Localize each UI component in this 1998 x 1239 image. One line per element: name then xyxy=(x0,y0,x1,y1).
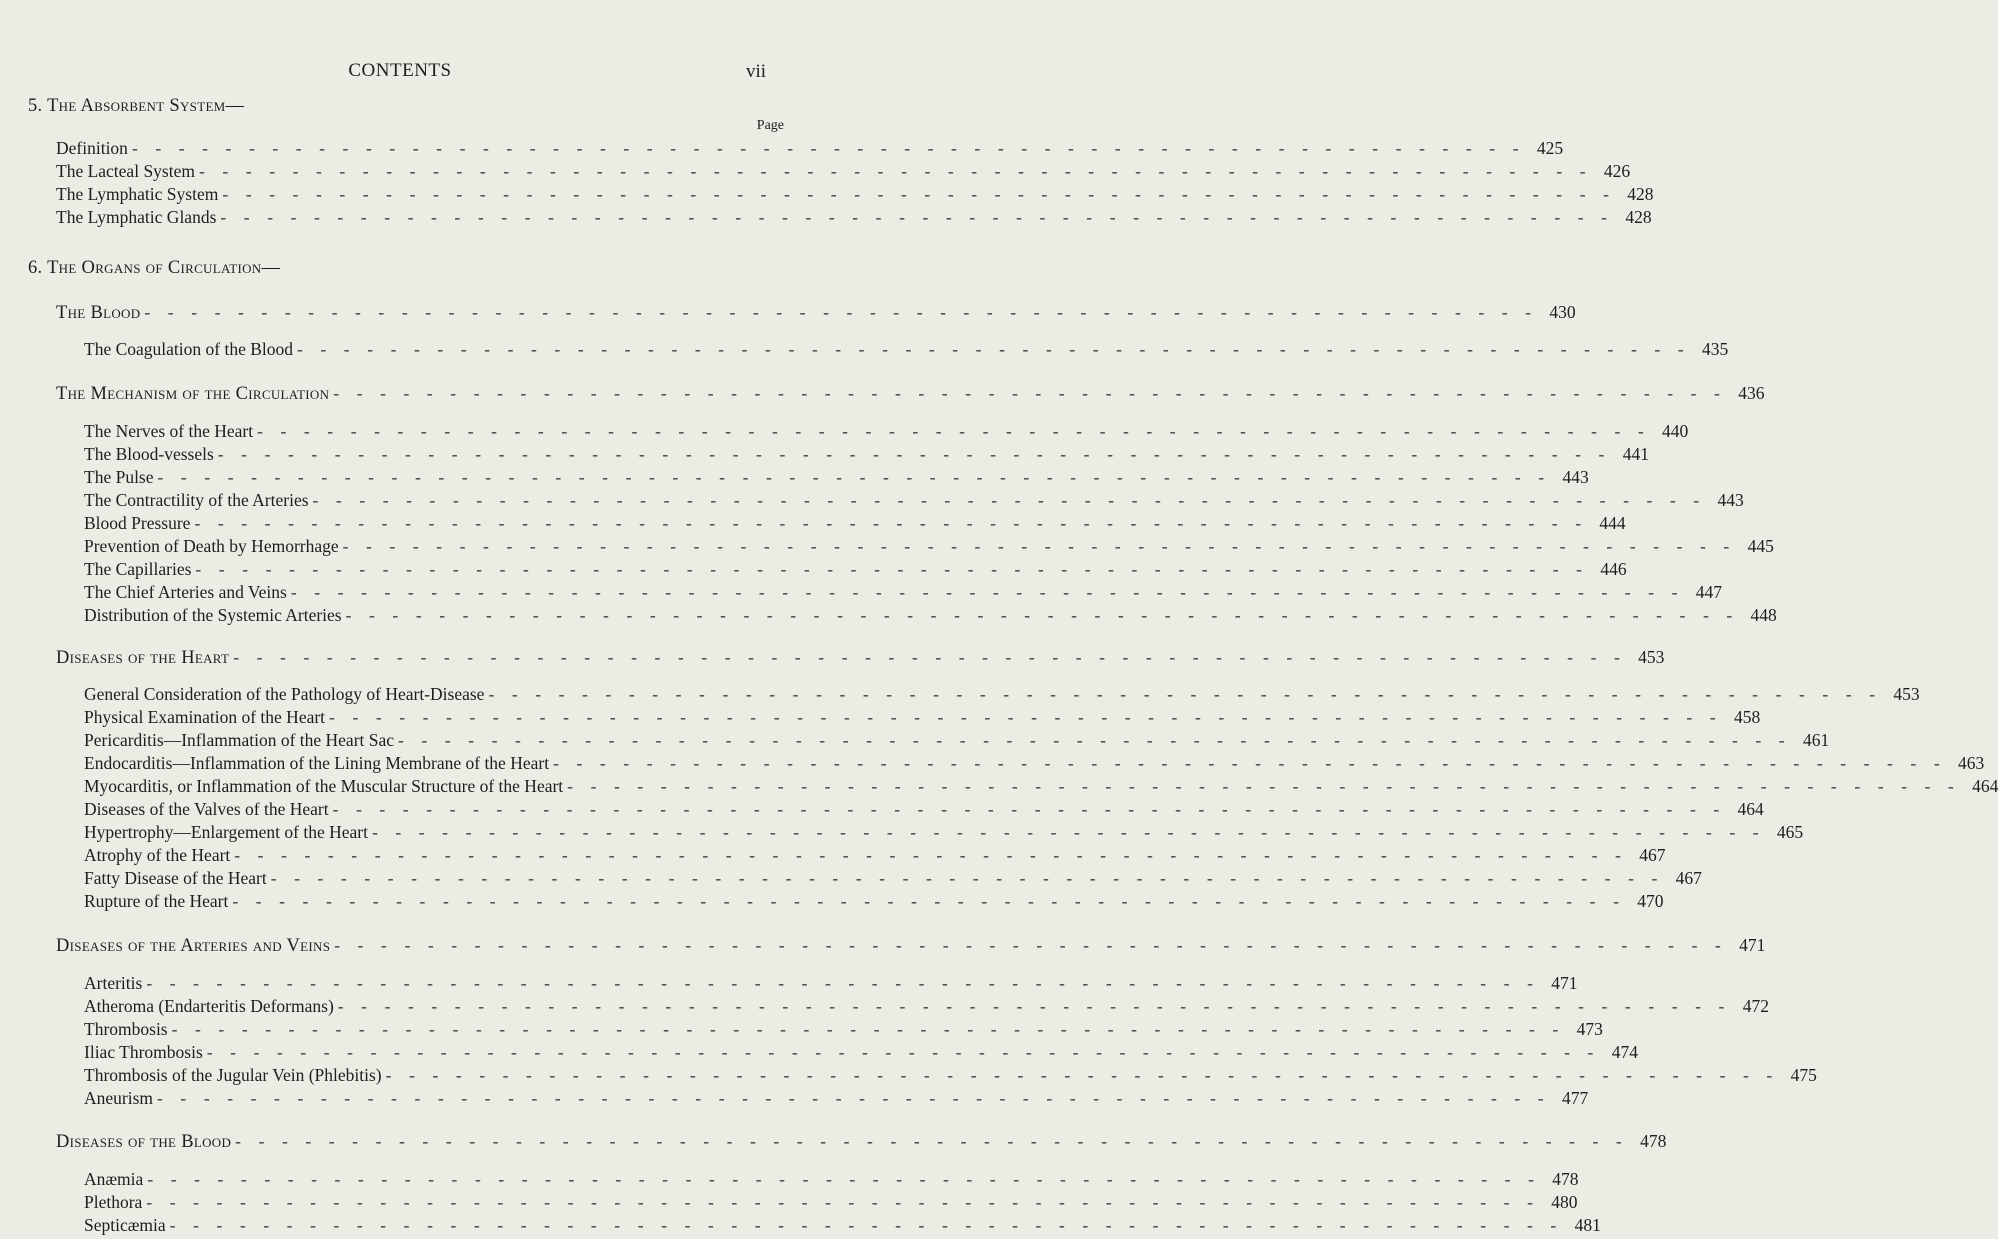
toc-entry[interactable] xyxy=(84,729,1830,751)
dot-leader: - - - - - - - - - - - - - - - - - - - - - - - - - - - - - - - - - - - - - - - - - - - - - - - - - - - - - - - - - - - - xyxy=(297,339,1691,359)
dot-leader: - - - - - - - - - - - - - - - - - - - - - - - - - - - - - - - - - - - - - - - - - - - - - - - - - - - - - - - - - - - - xyxy=(198,161,1593,181)
toc-entry-label: Plethora xyxy=(84,1192,143,1212)
dot-leader: - - - - - - - - - - - - - - - - - - - - - - - - - - - - - - - - - - - - - - - - - - - - - - - - - - - - - - - - - - - - xyxy=(169,1215,1563,1235)
dot-leader: - - - - - - - - - - - - - - - - - - - - - - - - - - - - - - - - - - - - - - - - - - - - - - - - - - - - - - - - - - - - xyxy=(270,868,1664,888)
toc-entry[interactable] xyxy=(84,512,1626,534)
toc-entry-page: 473 xyxy=(1576,1019,1603,1039)
page-column-label: Page xyxy=(756,118,784,133)
dot-leader: - - - - - - - - - - - - - - - - - - - - - - - - - - - - - - - - - - - - - - - - - - - - - - - - - - - - - - - - - - - - xyxy=(398,730,1792,750)
dot-leader: - - - - - - - - - - - - - - - - - - - - - - - - - - - - - - - - - - - - - - - - - - - - - - - - - - - - - - - - - - - - xyxy=(146,1192,1540,1212)
toc-entry-label: Aneurism xyxy=(84,1088,154,1108)
toc-entry[interactable] xyxy=(84,821,1804,843)
toc-entry-label: The Blood xyxy=(56,303,141,323)
section-number: 5. xyxy=(28,96,43,116)
toc-entry-page: 470 xyxy=(1637,891,1664,911)
toc-entry-page: 443 xyxy=(1717,490,1744,510)
toc-entry-label: The Lymphatic System xyxy=(56,184,219,204)
toc-entry-page: 472 xyxy=(1742,996,1769,1016)
toc-entry[interactable] xyxy=(84,1087,1589,1109)
dot-leader: - - - - - - - - - - - - - - - - - - - - - - - - - - - - - - - - - - - - - - - - - - - - - - - - - - - - - - - - - - - - xyxy=(234,845,1628,865)
toc-entry-page: 428 xyxy=(1627,184,1654,204)
toc-entry-label: Rupture of the Heart xyxy=(84,891,229,911)
dot-leader: - - - - - - - - - - - - - - - - - - - - - - - - - - - - - - - - - - - - - - - - - - - - - - - - - - - - - - - - - - - - xyxy=(334,935,1728,955)
toc-heading-entry[interactable] xyxy=(56,646,1665,669)
toc-entry-label: Distribution of the Systemic Arteries xyxy=(84,605,342,625)
toc-entry-label: The Pulse xyxy=(84,467,154,487)
toc-entry-label: Atheroma (Endarteritis Deformans) xyxy=(84,996,334,1016)
toc-entry-page: 446 xyxy=(1600,559,1627,579)
toc-entry[interactable] xyxy=(84,1214,1601,1236)
toc-entry[interactable] xyxy=(84,867,1702,889)
toc-entry[interactable] xyxy=(84,604,1777,626)
dot-leader: - - - - - - - - - - - - - - - - - - - - - - - - - - - - - - - - - - - - - - - - - - - - - - - - - - - - - - - - - - - - xyxy=(312,490,1706,510)
toc-entry-page: 444 xyxy=(1599,513,1626,533)
dot-leader: - - - - - - - - - - - - - - - - - - - - - - - - - - - - - - - - - - - - - - - - - - - - - - - - - - - - - - - - - - - - xyxy=(131,138,1526,158)
toc-entry-label: Thrombosis xyxy=(84,1019,168,1039)
dot-leader: - - - - - - - - - - - - - - - - - - - - - - - - - - - - - - - - - - - - - - - - - - - - - - - - - - - - - - - - - - - - xyxy=(488,684,1882,704)
dot-leader: - - - - - - - - - - - - - - - - - - - - - - - - - - - - - - - - - - - - - - - - - - - - - - - - - - - - - - - - - - - - xyxy=(217,444,1611,464)
toc-entry-page: 465 xyxy=(1776,822,1804,842)
toc-entry[interactable] xyxy=(84,1064,1817,1086)
dot-leader: - - - - - - - - - - - - - - - - - - - - - - - - - - - - - - - - - - - - - - - - - - - - - - - - - - - - - - - - - - - - xyxy=(157,467,1551,487)
toc-entry-page: 461 xyxy=(1802,730,1830,750)
toc-entry-label: The Capillaries xyxy=(84,559,192,579)
toc-heading-entry[interactable] xyxy=(56,1130,1667,1153)
dot-leader: - - - - - - - - - - - - - - - - - - - - - - - - - - - - - - - - - - - - - - - - - - - - - - - - - - - - - - - - - - - - xyxy=(195,559,1589,579)
section-heading-6 xyxy=(28,258,280,279)
toc-entry-label: Hypertrophy—Enlargement of the Heart xyxy=(84,822,368,842)
toc-entry-page: 426 xyxy=(1603,161,1631,181)
dot-leader: - - - - - - - - - - - - - - - - - - - - - - - - - - - - - - - - - - - - - - - - - - - - - - - - - - - - - - - - - - - - xyxy=(157,1088,1551,1108)
toc-entry-page: 464 xyxy=(1972,776,1998,796)
toc-entry[interactable] xyxy=(84,581,1723,603)
section-heading-5 xyxy=(28,96,244,117)
toc-entry-page: 471 xyxy=(1551,973,1578,993)
dot-leader: - - - - - - - - - - - - - - - - - - - - - - - - - - - - - - - - - - - - - - - - - - - - - - - - - - - - - - - - - - - - xyxy=(371,822,1766,842)
toc-entry[interactable] xyxy=(84,1191,1578,1213)
dot-leader: - - - - - - - - - - - - - - - - - - - - - - - - - - - - - - - - - - - - - - - - - - - - - - - - - - - - - - - - - - - - xyxy=(257,421,1651,441)
toc-entry[interactable] xyxy=(84,995,1769,1017)
toc-entry-label: Diseases of the Blood xyxy=(56,1132,232,1152)
dot-leader: - - - - - - - - - - - - - - - - - - - - - - - - - - - - - - - - - - - - - - - - - - - - - - - - - - - - - - - - - - - - xyxy=(144,302,1538,322)
toc-entry[interactable] xyxy=(56,206,1652,228)
toc-entry[interactable] xyxy=(84,890,1664,912)
toc-entry-page: 467 xyxy=(1675,868,1702,888)
toc-entry-label: The Lacteal System xyxy=(56,161,195,181)
toc-entry[interactable] xyxy=(84,489,1744,511)
toc-entry[interactable] xyxy=(56,137,1564,159)
toc-entry-label: Iliac Thrombosis xyxy=(84,1042,203,1062)
toc-entry-label: The Nerves of the Heart xyxy=(84,421,254,441)
toc-entry-label: The Mechanism of the Circulation xyxy=(56,384,330,404)
toc-entry[interactable] xyxy=(84,1018,1603,1040)
dot-leader: - - - - - - - - - - - - - - - - - - - - - - - - - - - - - - - - - - - - - - - - - - - - - - - - - - - - - - - - - - - - xyxy=(345,605,1739,625)
toc-entry-page: 481 xyxy=(1574,1215,1601,1235)
dot-leader: - - - - - - - - - - - - - - - - - - - - - - - - - - - - - - - - - - - - - - - - - - - - - - - - - - - - - - - - - - - - xyxy=(206,1042,1600,1062)
toc-entry[interactable] xyxy=(84,443,1649,465)
toc-entry-label: Anæmia xyxy=(84,1169,144,1189)
page-title: CONTENTS xyxy=(348,60,452,81)
toc-entry-page: 443 xyxy=(1562,467,1589,487)
toc-entry-label: The Lymphatic Glands xyxy=(56,207,217,227)
section-number: 6. xyxy=(28,258,43,278)
toc-entry[interactable] xyxy=(84,420,1689,442)
toc-entry-page: 467 xyxy=(1639,845,1666,865)
toc-entry-page: 477 xyxy=(1561,1088,1589,1108)
toc-entry-page: 478 xyxy=(1552,1169,1579,1189)
toc-entry-page: 463 xyxy=(1958,753,1985,773)
toc-entry-page: 448 xyxy=(1750,605,1777,625)
toc-entry-page: 475 xyxy=(1790,1065,1817,1085)
toc-entry-label: Endocarditis—Inflammation of the Lining Membrane of the Heart xyxy=(84,753,550,773)
dot-leader: - - - - - - - - - - - - - - - - - - - - - - - - - - - - - - - - - - - - - - - - - - - - - - - - - - - - - - - - - - - - xyxy=(553,753,1947,773)
toc-entry[interactable] xyxy=(84,844,1666,866)
toc-entry[interactable] xyxy=(84,558,1627,580)
dot-leader: - - - - - - - - - - - - - - - - - - - - - - - - - - - - - - - - - - - - - - - - - - - - - - - - - - - - - - - - - - - - xyxy=(332,799,1726,819)
toc-entry[interactable] xyxy=(84,338,1729,360)
dot-leader: - - - - - - - - - - - - - - - - - - - - - - - - - - - - - - - - - - - - - - - - - - - - - - - - - - - - - - - - - - - - xyxy=(222,184,1616,204)
toc-entry-label: Diseases of the Heart xyxy=(56,648,230,668)
dot-leader: - - - - - - - - - - - - - - - - - - - - - - - - - - - - - - - - - - - - - - - - - - - - - - - - - - - - - - - - - - - - xyxy=(232,891,1626,911)
section-title: The Absorbent System— xyxy=(47,96,245,116)
toc-entry-label: General Consideration of the Pathology of Heart-Disease xyxy=(84,684,485,704)
toc-entry[interactable] xyxy=(84,706,1761,728)
dot-leader: - - - - - - - - - - - - - - - - - - - - - - - - - - - - - - - - - - - - - - - - - - - - - - - - - - - - - - - - - - - - xyxy=(567,776,1961,796)
toc-entry-page: 430 xyxy=(1549,302,1576,322)
dot-leader: - - - - - - - - - - - - - - - - - - - - - - - - - - - - - - - - - - - - - - - - - - - - - - - - - - - - - - - - - - - - xyxy=(233,647,1627,667)
toc-entry-page: 478 xyxy=(1640,1131,1667,1151)
toc-entry-label: Diseases of the Arteries and Veins xyxy=(56,936,331,956)
toc-entry-page: 464 xyxy=(1737,799,1764,819)
section-title: The Organs of Circulation— xyxy=(47,258,281,278)
toc-entry-label: The Chief Arteries and Veins xyxy=(84,582,287,602)
toc-heading-entry[interactable] xyxy=(56,382,1765,405)
toc-entry-page: 453 xyxy=(1638,647,1665,667)
toc-entry-page: 480 xyxy=(1551,1192,1578,1212)
toc-entry[interactable] xyxy=(84,683,1920,705)
toc-entry-page: 447 xyxy=(1695,582,1723,602)
toc-entry-page: 474 xyxy=(1611,1042,1638,1062)
toc-entry[interactable] xyxy=(84,775,1998,797)
toc-entry-page: 436 xyxy=(1738,383,1765,403)
toc-entry-label: Atrophy of the Heart xyxy=(84,845,231,865)
dot-leader: - - - - - - - - - - - - - - - - - - - - - - - - - - - - - - - - - - - - - - - - - - - - - - - - - - - - - - - - - - - - xyxy=(171,1019,1565,1039)
toc-entry-label: Prevention of Death by Hemorrhage xyxy=(84,536,339,556)
toc-entry-label: Myocarditis, or Inflammation of the Muscular Structure of the Heart xyxy=(84,776,564,796)
toc-entry-label: The Coagulation of the Blood xyxy=(84,339,293,359)
toc-entry-label: Definition xyxy=(56,138,128,158)
page-number: vii xyxy=(745,61,766,82)
dot-leader: - - - - - - - - - - - - - - - - - - - - - - - - - - - - - - - - - - - - - - - - - - - - - - - - - - - - - - - - - - - - xyxy=(235,1131,1629,1151)
dot-leader: - - - - - - - - - - - - - - - - - - - - - - - - - - - - - - - - - - - - - - - - - - - - - - - - - - - - - - - - - - - - xyxy=(333,383,1727,403)
toc-entry-page: 471 xyxy=(1739,935,1766,955)
toc-entry-label: Blood Pressure xyxy=(84,513,191,533)
toc-heading-entry[interactable] xyxy=(56,934,1766,957)
toc-entry-page: 458 xyxy=(1733,707,1761,727)
dot-leader: - - - - - - - - - - - - - - - - - - - - - - - - - - - - - - - - - - - - - - - - - - - - - - - - - - - - - - - - - - - - xyxy=(147,1169,1541,1189)
toc-entry-label: Fatty Disease of the Heart xyxy=(84,868,267,888)
toc-entry[interactable] xyxy=(84,1041,1638,1063)
toc-entry[interactable] xyxy=(84,1168,1579,1190)
toc-entry-page: 440 xyxy=(1662,421,1689,441)
toc-entry[interactable] xyxy=(56,183,1654,205)
dot-leader: - - - - - - - - - - - - - - - - - - - - - - - - - - - - - - - - - - - - - - - - - - - - - - - - - - - - - - - - - - - - xyxy=(337,996,1731,1016)
toc-entry[interactable] xyxy=(84,752,1985,774)
toc-entry[interactable] xyxy=(84,466,1589,488)
dot-leader: - - - - - - - - - - - - - - - - - - - - - - - - - - - - - - - - - - - - - - - - - - - - - - - - - - - - - - - - - - - - xyxy=(385,1065,1779,1085)
toc-entry-page: 453 xyxy=(1893,684,1920,704)
toc-entry-page: 445 xyxy=(1747,536,1774,556)
toc-heading-entry[interactable] xyxy=(56,301,1576,324)
toc-entry-page: 425 xyxy=(1536,138,1564,158)
toc-entry-label: Diseases of the Valves of the Heart xyxy=(84,799,329,819)
toc-entry-label: The Blood-vessels xyxy=(84,444,214,464)
toc-entry-page: 435 xyxy=(1701,339,1729,359)
dot-leader: - - - - - - - - - - - - - - - - - - - - - - - - - - - - - - - - - - - - - - - - - - - - - - - - - - - - - - - - - - - - xyxy=(220,207,1614,227)
toc-entry-label: Thrombosis of the Jugular Vein (Phlebitis) xyxy=(84,1065,382,1085)
toc-entry[interactable] xyxy=(56,160,1631,182)
toc-entry-page: 441 xyxy=(1622,444,1649,464)
toc-entry[interactable] xyxy=(84,798,1764,820)
toc-entry-label: The Contractility of the Arteries xyxy=(84,490,309,510)
toc-entry[interactable] xyxy=(84,535,1774,557)
toc-entry-label: Pericarditis—Inflammation of the Heart Sac xyxy=(84,730,395,750)
dot-leader: - - - - - - - - - - - - - - - - - - - - - - - - - - - - - - - - - - - - - - - - - - - - - - - - - - - - - - - - - - - - xyxy=(146,973,1540,993)
toc-entry[interactable] xyxy=(84,972,1578,994)
dot-leader: - - - - - - - - - - - - - - - - - - - - - - - - - - - - - - - - - - - - - - - - - - - - - - - - - - - - - - - - - - - - xyxy=(342,536,1736,556)
toc-entry-label: Physical Examination of the Heart xyxy=(84,707,326,727)
dot-leader: - - - - - - - - - - - - - - - - - - - - - - - - - - - - - - - - - - - - - - - - - - - - - - - - - - - - - - - - - - - - xyxy=(290,582,1685,602)
dot-leader: - - - - - - - - - - - - - - - - - - - - - - - - - - - - - - - - - - - - - - - - - - - - - - - - - - - - - - - - - - - - xyxy=(329,707,1723,727)
toc-entry-label: Septicæmia xyxy=(84,1215,166,1235)
toc-entry-label: Arteritis xyxy=(84,973,143,993)
dot-leader: - - - - - - - - - - - - - - - - - - - - - - - - - - - - - - - - - - - - - - - - - - - - - - - - - - - - - - - - - - - - xyxy=(194,513,1588,533)
toc-entry-page: 428 xyxy=(1625,207,1652,227)
